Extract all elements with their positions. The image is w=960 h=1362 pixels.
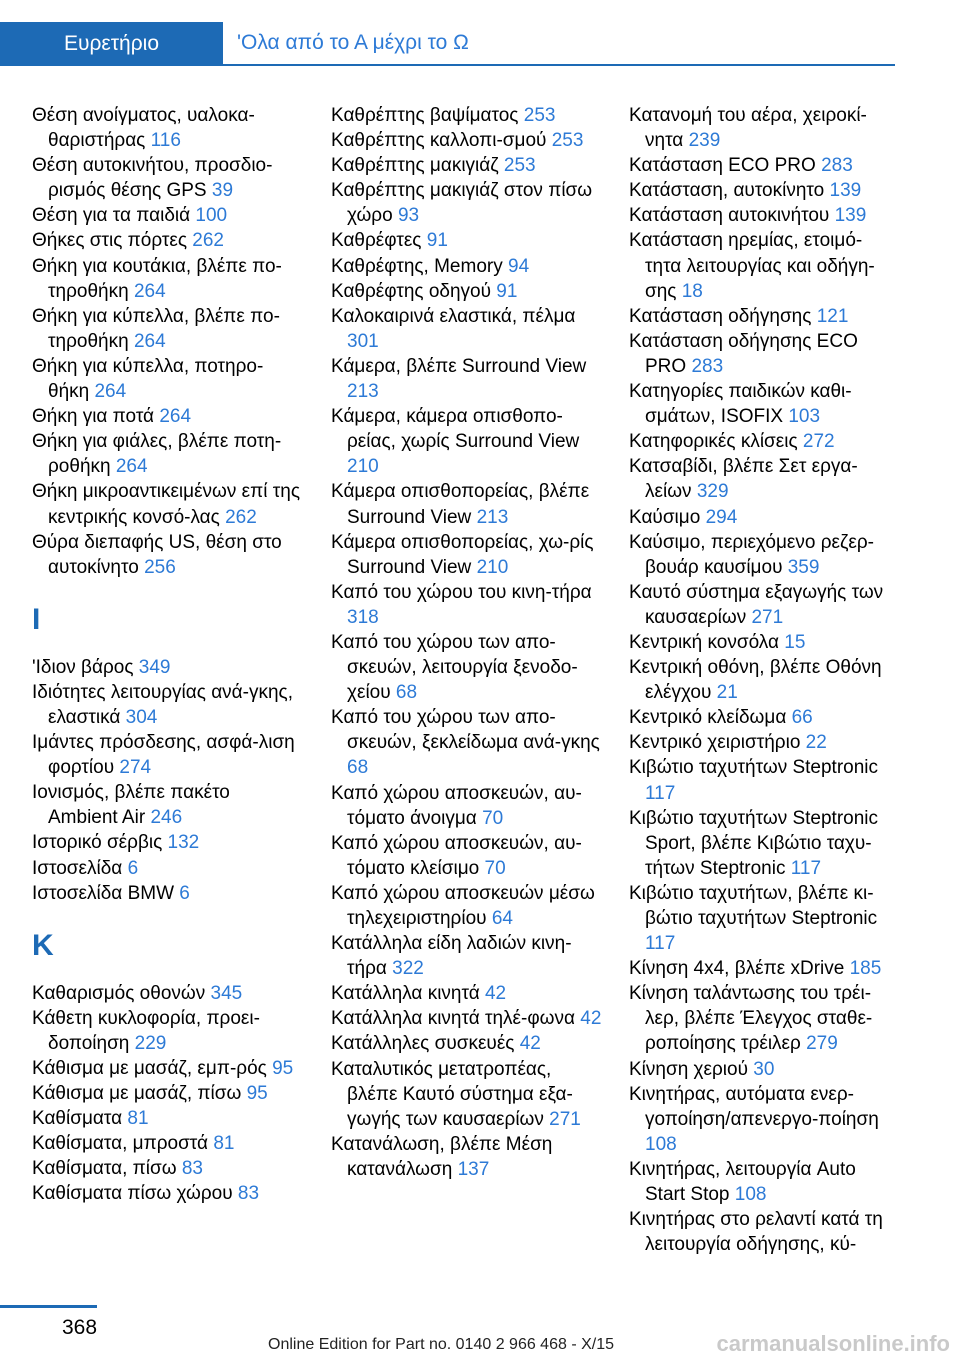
index-entry-text: Κατηφορικές κλίσεις [629, 431, 798, 453]
page-link[interactable]: 272 [802, 431, 835, 453]
index-entry-text: Καθρέφτης οδηγού [331, 280, 491, 302]
index-entry [629, 881, 897, 956]
page-link[interactable]: 139 [829, 180, 862, 202]
page-link[interactable]: 18 [681, 280, 703, 302]
page-link[interactable]: 42 [519, 1033, 541, 1055]
index-entry-text: Θήκες στις πόρτες [32, 230, 187, 252]
page-link[interactable]: 91 [426, 230, 448, 252]
page-link[interactable]: 264 [133, 280, 166, 302]
page-link[interactable]: 256 [144, 556, 176, 578]
index-entry [32, 354, 304, 404]
index-entry-text: Καύσιμο, περιεχόμενο ρεζερ-βουάρ καυσίμου [629, 531, 874, 578]
index-entry [629, 178, 897, 203]
index-entry [32, 1056, 304, 1081]
page-link[interactable]: 117 [645, 782, 676, 804]
page-link[interactable]: 345 [210, 982, 243, 1004]
index-entry [32, 830, 304, 855]
index-entry-text: Καθίσματα, πίσω [32, 1158, 177, 1180]
page-link[interactable]: 22 [805, 732, 827, 754]
page-link[interactable]: 95 [272, 1058, 294, 1079]
tab-subtitle[interactable] [223, 22, 895, 66]
page-link[interactable]: 264 [159, 406, 192, 428]
index-entry-text: Κατάλληλα είδη λαδιών κινη-τήρα [331, 933, 572, 980]
index-entry-text: Κάθισμα με μασάζ, πίσω [32, 1083, 242, 1105]
page-link[interactable]: 253 [503, 155, 536, 177]
page-link[interactable]: 42 [580, 1008, 602, 1030]
index-entry [629, 530, 897, 580]
index-entry-text: Καυτό σύστημα εξαγωγής των καυσαερίων [629, 581, 884, 628]
page-link[interactable]: 229 [134, 1032, 167, 1054]
header-tabbar [0, 22, 895, 66]
page-link[interactable]: 253 [523, 105, 556, 126]
index-entry [32, 1131, 304, 1156]
index-entry-text: Ιμάντες πρόσδεσης, ασφά-λιση φορτίου [32, 732, 295, 779]
index-entry-text: Κίνηση ταλάντωσης του τρέι-λερ, βλέπε Έλεγχος σταθε-ροποίησης τρέιλερ [629, 983, 873, 1055]
page-link[interactable]: 210 [347, 456, 379, 478]
page-link[interactable]: 279 [806, 1033, 838, 1055]
index-entry [32, 429, 304, 479]
tab-subtitle-label: 'Ολα από το Α μέχρι το Ω [237, 31, 469, 54]
page-link[interactable]: 66 [791, 707, 813, 729]
index-entry [32, 203, 304, 228]
page-link[interactable]: 116 [150, 130, 181, 152]
index-entry-text: Κατσαβίδι, βλέπε Σετ εργα-λείων [629, 456, 858, 503]
page-link[interactable]: 246 [150, 807, 183, 829]
index-entry-text: Ιονισμός, βλέπε πακέτο Ambient Air [32, 782, 230, 829]
index-entry-text: Καθρέφτες [331, 230, 422, 252]
index-entry-text: Κιβώτιο ταχυτήτων Steptronic Sport, βλέπε Κιβώτιο ταχυ-τήτων Steptronic [629, 807, 879, 879]
index-entry-text: Κινητήρας, αυτόματα ενερ-γοποίηση/απενεργο-ποίηση [629, 1083, 879, 1130]
index-entry [629, 1082, 897, 1157]
index-entry-text: Θήκη για κύπελλα, ποτηρο-θήκη [32, 355, 264, 403]
index-entry [629, 505, 897, 530]
index-entry-text: Κεντρικό χειριστήριο [629, 732, 801, 754]
index-entry [629, 580, 897, 630]
index-entry-text: Καθίσματα [32, 1108, 123, 1130]
index-entry [32, 530, 304, 580]
index-entry [331, 254, 603, 279]
index-entry-text: Κατάσταση ECO PRO [629, 155, 816, 177]
section-letter: Κ [32, 928, 54, 962]
index-entry [331, 981, 603, 1006]
page-link[interactable]: 253 [551, 130, 584, 152]
page-link[interactable]: 213 [347, 381, 379, 403]
watermark: carmanualsonline.info [716, 1331, 950, 1356]
page-link[interactable]: 39 [211, 180, 234, 202]
index-entry [629, 981, 897, 1056]
tab-index[interactable] [0, 22, 223, 66]
page-link[interactable]: 294 [705, 506, 738, 528]
index-entry [331, 931, 603, 981]
index-entry [32, 856, 304, 881]
index-entry [32, 153, 304, 203]
index-entry [32, 1156, 304, 1181]
index-entry [32, 103, 304, 153]
index-entry [331, 580, 603, 630]
index-entry [32, 1081, 304, 1106]
index-column-2 [331, 103, 603, 1182]
index-entry-text: Θήκη μικροαντικειμένων επί της κεντρικής κονσό-λας [32, 481, 300, 528]
page-link[interactable]: 264 [94, 381, 127, 403]
page-link[interactable]: 304 [125, 706, 158, 728]
index-entry [629, 379, 897, 429]
index-entry [331, 1031, 603, 1056]
index-entry [629, 203, 897, 228]
index-entry [629, 454, 897, 504]
page-link[interactable]: 318 [347, 606, 379, 628]
page-link[interactable]: 64 [491, 908, 513, 929]
index-entry [629, 630, 897, 655]
footer-rule [0, 1305, 97, 1308]
index-entry [629, 329, 897, 379]
index-entry [629, 755, 897, 805]
index-entry-text: Κατάσταση οδήγησης ECO PRO [629, 330, 858, 377]
page-link[interactable]: 117 [790, 857, 822, 879]
page-link[interactable]: 21 [716, 682, 738, 704]
index-entry-text: Κεντρική οθόνη, βλέπε Οθόνη ελέγχου [629, 657, 882, 704]
index-entry [629, 304, 897, 329]
index-entry [331, 103, 603, 128]
page-link[interactable]: 95 [246, 1083, 268, 1105]
index-entry [331, 279, 603, 304]
page-link[interactable]: 42 [484, 983, 507, 1005]
index-entry-text: Κατάλληλα κινητά [331, 983, 480, 1005]
index-entry-text: Καθίσματα πίσω χώρου [32, 1183, 233, 1205]
index-entry [331, 630, 603, 705]
index-entry-text: Θέση για τα παιδιά [32, 205, 191, 227]
index-entry [331, 1132, 603, 1182]
page-link[interactable]: 108 [734, 1184, 767, 1206]
index-entry [32, 780, 304, 830]
index-entry-text: Κινητήρας, λειτουργία Auto Start Stop [629, 1158, 856, 1206]
page-link[interactable]: 93 [397, 205, 420, 227]
index-entry-text: Θέση ανοίγματος, υαλοκα-θαριστήρας [32, 105, 255, 152]
index-entry-text: Κάμερα οπισθοπορείας, βλέπε Surround View [331, 481, 590, 528]
index-entry-text: Καπό χώρου αποσκευών μέσω τηλεχειριστηρίου [331, 882, 595, 929]
page-link[interactable]: 117 [645, 933, 676, 955]
index-entry-text: Καθίσματα, μπροστά [32, 1133, 209, 1155]
index-entry [32, 254, 304, 304]
index-entry [331, 178, 603, 228]
index-entry-text: Κατανάλωση, βλέπε Μέση κατανάλωση [331, 1133, 553, 1180]
index-entry-text: Θήκη για κύπελλα, βλέπε πο-τηροθήκη [32, 305, 280, 352]
index-entry [331, 479, 603, 529]
edition-note: Online Edition for Part no. 0140 2 966 468 - X/15 [268, 1336, 615, 1353]
index-entry [629, 1157, 897, 1207]
index-entry [331, 1006, 603, 1031]
index-entry-text: Καθρέπτης βαψίματος [331, 105, 519, 126]
index-entry-text: Κινητήρας στο ρελαντί κατά τη λειτουργία οδήγησης, κύ- [629, 1209, 883, 1256]
page-link[interactable]: 108 [645, 1133, 677, 1155]
index-entry-text: Ιστοσελίδα BMW [32, 882, 174, 904]
index-entry [331, 354, 603, 404]
page-link[interactable]: 121 [816, 305, 849, 327]
page-link[interactable]: 91 [496, 280, 518, 302]
index-entry-text: Κάθετη κυκλοφορία, προει-δοποίηση [32, 1007, 260, 1054]
index-entry-text: Θήκη για κουτάκια, βλέπε πο-τηροθήκη [32, 255, 282, 302]
index-entry-text: Ιστοσελίδα [32, 857, 123, 879]
index-entry [32, 1106, 304, 1131]
index-entry [32, 655, 304, 680]
index-entry [331, 128, 603, 153]
page-link[interactable]: 359 [787, 556, 820, 578]
page-link[interactable]: 271 [751, 606, 784, 628]
index-entry [32, 680, 304, 730]
index-entry-text: Κάμερα, κάμερα οπισθοπο-ρείας, χωρίς Surround View [331, 406, 580, 453]
page-link[interactable]: 264 [115, 456, 148, 478]
index-entry [32, 1181, 304, 1206]
index-entry-text: Κατάσταση ηρεμίας, ετοιμό-τητα λειτουργίας και οδήγη-σης [629, 230, 875, 302]
index-entry [629, 429, 897, 454]
index-entry-text: Κατάσταση οδήγησης [629, 305, 812, 327]
index-entry-text: Ιδιότητες λειτουργίας ανά-γκης, ελαστικά [32, 681, 293, 728]
index-entry [331, 304, 603, 354]
index-entry-text: Καπό του χώρου των απο-σκευών, ξεκλείδωμα ανά-γκης [331, 707, 600, 754]
index-entry-text: Κιβώτιο ταχυτήτων, βλέπε κι-βώτιο ταχυτήτων Steptronic [629, 882, 878, 929]
page-link[interactable]: 329 [696, 481, 729, 503]
page-number: 368 [62, 1316, 98, 1339]
index-entry [629, 103, 897, 153]
index-entry-text: Κίνηση χεριού [629, 1058, 748, 1080]
page-link[interactable]: 83 [237, 1183, 260, 1205]
index-entry-text: Καλοκαιρινά ελαστικά, πέλμα [331, 305, 576, 327]
index-entry [629, 956, 897, 981]
index-entry [32, 228, 304, 253]
page-link[interactable]: 81 [213, 1133, 235, 1155]
index-entry-text: Καύσιμο [629, 506, 701, 528]
index-entry-text: Κεντρική κονσόλα [629, 631, 779, 653]
index-entry [331, 1057, 603, 1132]
index-entry-text: Κιβώτιο ταχυτήτων Steptronic [629, 757, 879, 779]
index-entry-text: Κατάσταση αυτοκινήτου [629, 205, 830, 227]
page-link[interactable]: 70 [484, 857, 506, 879]
index-entry-text: 'Ιδιον βάρος [32, 656, 134, 678]
index-entry-text: Κατανομή του αέρα, χειροκί-νητα [629, 105, 867, 152]
index-entry-text: Κάμερα, βλέπε Surround View [331, 355, 587, 377]
index-entry [629, 153, 897, 178]
page-link[interactable]: 137 [457, 1158, 490, 1180]
index-entry-text: Καπό του χώρου των απο-σκευών, λειτουργία ξενοδο-χείου [331, 631, 578, 704]
index-entry-text: Κεντρικό κλείδωμα [629, 707, 787, 729]
index-entry [629, 655, 897, 705]
page-link[interactable]: 94 [508, 255, 530, 277]
page-link[interactable]: 283 [691, 355, 724, 377]
index-entry-text: Κάθισμα με μασάζ, εμπ-ρός [32, 1058, 267, 1079]
page-link[interactable]: 262 [225, 506, 257, 528]
tab-index-label: Ευρετήριο [63, 32, 160, 55]
page-link[interactable]: 210 [476, 556, 509, 578]
index-entry-text: Κατηγορίες παιδικών καθι-σμάτων, ISOFIX [629, 381, 852, 428]
index-entry [629, 705, 897, 730]
index-entry [331, 881, 603, 931]
page-link[interactable]: 15 [784, 631, 806, 653]
page-link[interactable]: 100 [195, 205, 228, 227]
page-link[interactable]: 349 [138, 656, 171, 678]
page-link[interactable]: 6 [127, 857, 139, 879]
index-entry [331, 831, 603, 881]
page-link[interactable]: 6 [179, 882, 190, 904]
index-entry-text: Καθρέπτης μακιγιάζ [331, 155, 499, 177]
index-entry [629, 730, 897, 755]
page-link[interactable]: 185 [849, 958, 882, 980]
index-entry-text: Καθρέφτης, Memory [331, 255, 503, 277]
index-entry-text: Καθρέπτης καλλοπι-σμού [331, 130, 547, 152]
index-entry [629, 228, 897, 303]
index-entry-text: Κίνηση 4x4, βλέπε xDrive [629, 958, 845, 980]
index-entry [32, 404, 304, 429]
page-link[interactable]: 322 [392, 958, 424, 980]
page-link[interactable]: 301 [347, 330, 379, 352]
index-column-3 [629, 103, 897, 1257]
index-entry-text: Θήκη για ποτά [32, 406, 155, 428]
page-link[interactable]: 264 [133, 330, 166, 352]
index-entry-text: Θύρα διεπαφής US, θέση στο αυτοκίνητο [32, 531, 282, 578]
index-entry-text: Καπό χώρου αποσκευών, αυ-τόματο άνοιγμα [331, 782, 582, 829]
index-entry [32, 304, 304, 354]
index-entry-text: Καπό του χώρου του κινη-τήρα [331, 581, 592, 603]
index-entry-text: Κάμερα οπισθοπορείας, χω-ρίς Surround View [331, 531, 594, 578]
page-link[interactable]: 262 [192, 230, 224, 252]
section-letter: Ι [32, 602, 41, 636]
index-entry [32, 1006, 304, 1056]
index-entry-text: Καθρέπτης μακιγιάζ στον πίσω χώρο [331, 180, 593, 227]
page-link[interactable]: 213 [476, 506, 509, 528]
index-entry-text: Θέση αυτοκινήτου, προσδιο-ρισμός θέσης GPS [32, 155, 273, 202]
index-entry [32, 479, 304, 529]
index-entry-text: Κατάλληλα κινητά τηλέ-φωνα [331, 1008, 575, 1030]
index-entry-text: Καπό χώρου αποσκευών, αυ-τόματο κλείσιμο [331, 832, 582, 879]
page-link[interactable]: 81 [127, 1108, 149, 1130]
index-entry [331, 228, 603, 253]
index-entry [331, 404, 603, 479]
page-link[interactable]: 271 [549, 1108, 581, 1130]
index-entry [629, 1207, 897, 1257]
index-entry [331, 153, 603, 178]
page-link[interactable]: 68 [347, 757, 369, 779]
index-entry [331, 530, 603, 580]
index-entry-text: Κατάσταση, αυτοκίνητο [629, 180, 825, 202]
index-entry-text: Καταλυτικός μετατροπέας, βλέπε Καυτό σύστημα εξα-γωγής των καυσαερίων [331, 1058, 573, 1130]
page-link[interactable]: 68 [395, 682, 418, 704]
page-link[interactable]: 70 [482, 807, 504, 829]
page-link[interactable]: 83 [181, 1158, 203, 1180]
index-entry [629, 1057, 897, 1082]
index-entry-text: Κατάλληλες συσκευές [331, 1033, 515, 1055]
page-link[interactable]: 103 [788, 406, 821, 428]
page-link[interactable]: 139 [834, 205, 867, 227]
index-entry [32, 730, 304, 780]
index-entry [32, 981, 304, 1006]
index-entry-text: Ιστορικό σέρβις [32, 832, 163, 854]
index-column-1 [32, 103, 304, 1207]
index-entry-text: Καθαρισμός οθονών [32, 982, 206, 1004]
index-entry-text: Θήκη για φιάλες, βλέπε ποτη-ροθήκη [32, 431, 282, 478]
page-link[interactable]: 239 [688, 130, 721, 152]
index-entry [629, 806, 897, 881]
index-entry [331, 705, 603, 780]
page-link[interactable]: 132 [167, 832, 200, 854]
index-entry [32, 881, 304, 906]
index-entry [331, 781, 603, 831]
page-link[interactable]: 30 [753, 1058, 775, 1080]
page-link[interactable]: 283 [821, 155, 853, 177]
page-link[interactable]: 274 [119, 757, 152, 779]
